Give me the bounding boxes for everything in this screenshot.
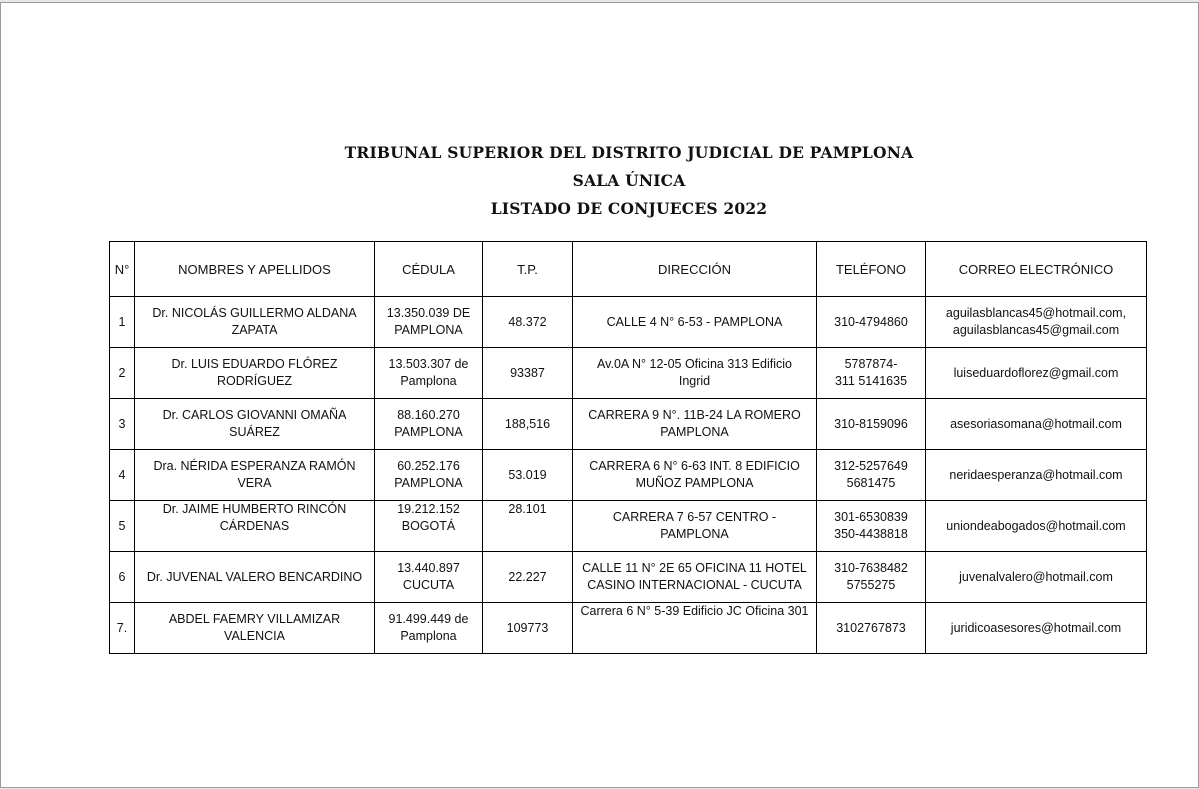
col-header-number: N° xyxy=(110,242,135,297)
cell-number: 5 xyxy=(110,501,135,552)
cell-phone: 312-5257649 5681475 xyxy=(817,450,926,501)
cell-name: Dr. JAIME HUMBERTO RINCÓN CÁRDENAS xyxy=(135,501,375,552)
cell-tp: 22.227 xyxy=(483,552,573,603)
cell-cedula: 60.252.176 PAMPLONA xyxy=(375,450,483,501)
cell-name: Dr. LUIS EDUARDO FLÓREZ RODRÍGUEZ xyxy=(135,348,375,399)
cell-name: Dra. NÉRIDA ESPERANZA RAMÓN VERA xyxy=(135,450,375,501)
col-header-phone: TELÉFONO xyxy=(817,242,926,297)
header-title-list: LISTADO DE CONJUECES 2022 xyxy=(490,199,768,218)
cell-cedula: 13.503.307 de Pamplona xyxy=(375,348,483,399)
col-header-email: CORREO ELECTRÓNICO xyxy=(926,242,1147,297)
cell-tp: 188,516 xyxy=(483,399,573,450)
header-title-court: TRIBUNAL SUPERIOR DEL DISTRITO JUDICIAL DE PAMPLONA xyxy=(344,143,914,162)
conjueces-table xyxy=(109,241,1147,654)
cell-number: 1 xyxy=(110,297,135,348)
cell-address: CARRERA 9 N°. 11B-24 LA ROMERO PAMPLONA xyxy=(573,399,817,450)
cell-tp: 48.372 xyxy=(483,297,573,348)
cell-address: Carrera 6 N° 5-39 Edificio JC Oficina 301 xyxy=(573,603,817,654)
table-row xyxy=(110,501,1147,552)
cell-cedula: 13.350.039 DE PAMPLONA xyxy=(375,297,483,348)
table-header-row xyxy=(110,242,1147,297)
cell-number: 3 xyxy=(110,399,135,450)
cell-email: juridicoasesores@hotmail.com xyxy=(926,603,1147,654)
cell-address: Av.0A N° 12-05 Oficina 313 Edificio Ingrid xyxy=(573,348,817,399)
table-row xyxy=(110,297,1147,348)
cell-cedula: 88.160.270 PAMPLONA xyxy=(375,399,483,450)
cell-phone: 310-7638482 5755275 xyxy=(817,552,926,603)
cell-email: aguilasblancas45@hotmail.com, aguilasblancas45@gmail.com xyxy=(926,297,1147,348)
cell-phone: 3102767873 xyxy=(817,603,926,654)
col-header-tp: T.P. xyxy=(483,242,573,297)
cell-cedula: 13.440.897 CUCUTA xyxy=(375,552,483,603)
cell-email: uniondeabogados@hotmail.com xyxy=(926,501,1147,552)
col-header-address: DIRECCIÓN xyxy=(573,242,817,297)
cell-cedula: 91.499.449 de Pamplona xyxy=(375,603,483,654)
cell-email: juvenalvalero@hotmail.com xyxy=(926,552,1147,603)
table-row xyxy=(110,603,1147,654)
col-header-name: NOMBRES Y APELLIDOS xyxy=(135,242,375,297)
cell-number: 6 xyxy=(110,552,135,603)
table-row xyxy=(110,348,1147,399)
cell-email: luiseduardoflorez@gmail.com xyxy=(926,348,1147,399)
cell-address: CARRERA 6 N° 6-63 INT. 8 EDIFICIO MUÑOZ PAMPLONA xyxy=(573,450,817,501)
cell-phone: 310-4794860 xyxy=(817,297,926,348)
cell-address: CALLE 4 N° 6-53 - PAMPLONA xyxy=(573,297,817,348)
cell-phone: 310-8159096 xyxy=(817,399,926,450)
cell-name: ABDEL FAEMRY VILLAMIZAR VALENCIA xyxy=(135,603,375,654)
cell-address: CARRERA 7 6-57 CENTRO - PAMPLONA xyxy=(573,501,817,552)
cell-email: asesoriasomana@hotmail.com xyxy=(926,399,1147,450)
cell-number: 7. xyxy=(110,603,135,654)
cell-tp: 53.019 xyxy=(483,450,573,501)
header-title-chamber: SALA ÚNICA xyxy=(572,171,686,190)
document-header xyxy=(1,139,1199,223)
table-row xyxy=(110,552,1147,603)
cell-address: CALLE 11 N° 2E 65 OFICINA 11 HOTEL CASINO INTERNACIONAL - CUCUTA xyxy=(573,552,817,603)
cell-phone: 5787874- 311 5141635 xyxy=(817,348,926,399)
cell-number: 4 xyxy=(110,450,135,501)
cell-number: 2 xyxy=(110,348,135,399)
table-row xyxy=(110,450,1147,501)
cell-tp: 109773 xyxy=(483,603,573,654)
cell-tp: 93387 xyxy=(483,348,573,399)
cell-cedula: 19.212.152 BOGOTÁ xyxy=(375,501,483,552)
cell-name: Dr. CARLOS GIOVANNI OMAÑA SUÁREZ xyxy=(135,399,375,450)
cell-email: neridaesperanza@hotmail.com xyxy=(926,450,1147,501)
col-header-cedula: CÉDULA xyxy=(375,242,483,297)
cell-tp: 28.101 xyxy=(483,501,573,552)
table-row xyxy=(110,399,1147,450)
cell-name: Dr. NICOLÁS GUILLERMO ALDANA ZAPATA xyxy=(135,297,375,348)
cell-name: Dr. JUVENAL VALERO BENCARDINO xyxy=(135,552,375,603)
cell-phone: 301-6530839 350-4438818 xyxy=(817,501,926,552)
